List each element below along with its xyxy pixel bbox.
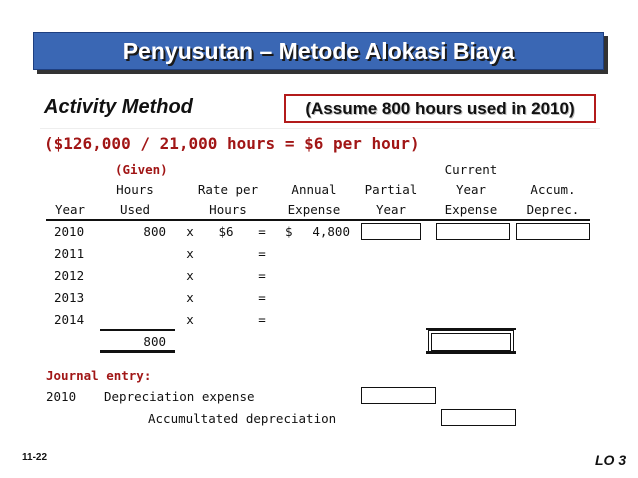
header-rate-hours: Hours xyxy=(209,202,247,217)
row-2010-rate: $6 xyxy=(218,224,234,239)
row-2013-times: x xyxy=(186,290,194,305)
header-rate: Rate per xyxy=(197,182,259,197)
total-hours: 800 xyxy=(143,334,166,349)
header-accum-deprec: Deprec. xyxy=(526,202,580,217)
header-year: Year xyxy=(54,202,86,217)
rate-formula: ($126,000 / 21,000 hours = $6 per hour) xyxy=(44,134,420,153)
journal-year: 2010 xyxy=(46,389,77,404)
row-2010-expense: 4,800 xyxy=(312,224,350,239)
journal-credit-box[interactable] xyxy=(441,409,516,426)
divider xyxy=(40,128,600,129)
row-2011-equals: = xyxy=(258,246,266,261)
row-2010-times: x xyxy=(186,224,194,239)
total-expense-box[interactable] xyxy=(431,333,511,351)
row-2014-times: x xyxy=(186,312,194,327)
header-current: Current xyxy=(444,162,498,177)
row-2014-equals: = xyxy=(258,312,266,327)
journal-label: Journal entry: xyxy=(46,368,152,383)
hours-total-rule xyxy=(100,329,175,331)
given-label: (Given) xyxy=(115,162,168,177)
row-2013-equals: = xyxy=(258,290,266,305)
row-2014-year: 2014 xyxy=(54,312,85,327)
header-expense: Expense xyxy=(287,202,341,217)
header-used: Used xyxy=(119,202,151,217)
row-2010-year: 2010 xyxy=(54,224,85,239)
row-2010-current-box[interactable] xyxy=(436,223,510,240)
header-accum: Accum. xyxy=(530,182,576,197)
slide-number: 11-22 xyxy=(22,452,48,463)
row-2010-partial-box[interactable] xyxy=(361,223,421,240)
hours-double-rule xyxy=(100,350,175,353)
row-2010-equals: = xyxy=(258,224,266,239)
row-2013-year: 2013 xyxy=(54,290,85,305)
assumption-box: (Assume 800 hours used in 2010) xyxy=(284,94,596,123)
header-current-expense: Expense xyxy=(444,202,498,217)
method-heading: Activity Method xyxy=(44,96,193,118)
header-annual: Annual xyxy=(291,182,337,197)
header-underline xyxy=(46,219,590,221)
learning-objective: LO 3 xyxy=(595,452,627,468)
row-2011-year: 2011 xyxy=(54,246,85,261)
header-partial-year: Year xyxy=(375,202,407,217)
row-2011-times: x xyxy=(186,246,194,261)
header-partial: Partial xyxy=(364,182,418,197)
row-2010-dollar: $ xyxy=(285,224,293,239)
journal-debit-account: Depreciation expense xyxy=(104,389,255,404)
header-hours: Hours xyxy=(116,182,154,197)
journal-debit-box[interactable] xyxy=(361,387,436,404)
row-2010-hours: 800 xyxy=(143,224,166,239)
row-2012-equals: = xyxy=(258,268,266,283)
header-current-year: Year xyxy=(455,182,487,197)
slide-title: Penyusutan – Metode Alokasi Biaya xyxy=(33,32,604,70)
expense-total-rule xyxy=(426,328,516,330)
row-2010-accum-box[interactable] xyxy=(516,223,590,240)
row-2012-times: x xyxy=(186,268,194,283)
journal-credit-account: Accumultated depreciation xyxy=(148,411,337,426)
row-2012-year: 2012 xyxy=(54,268,85,283)
expense-double-rule xyxy=(426,351,516,354)
